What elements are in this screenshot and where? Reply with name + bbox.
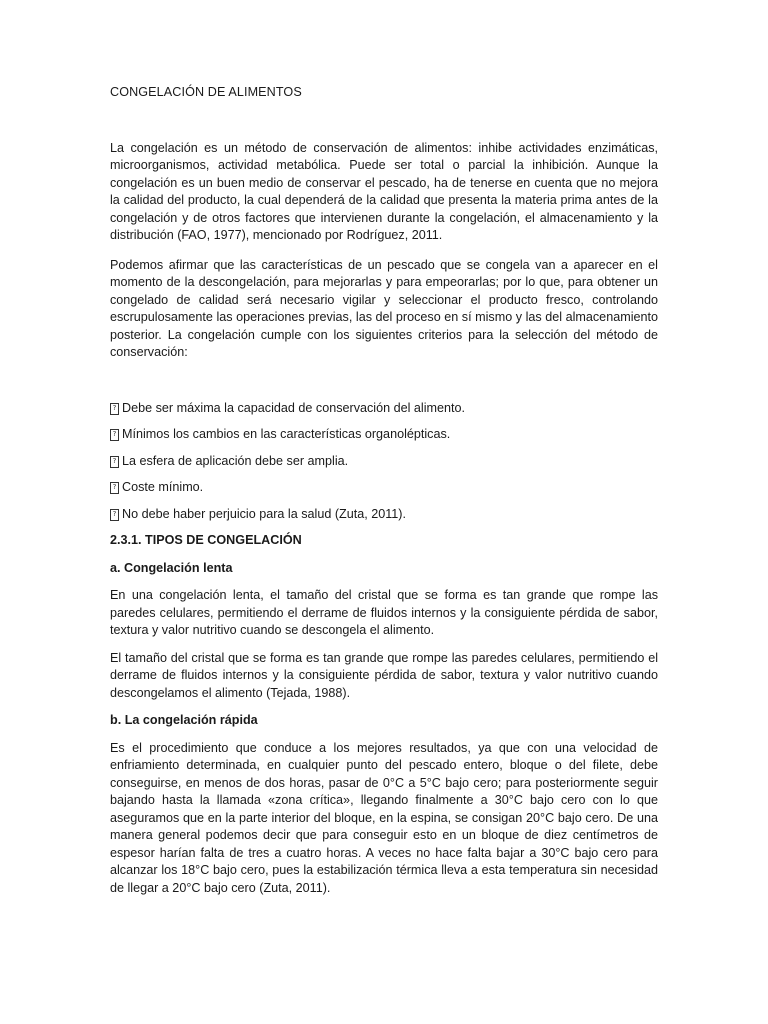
missing-glyph-icon: ?: [110, 509, 119, 521]
subsection-b-heading: b. La congelación rápida: [110, 713, 258, 727]
missing-glyph-icon: ?: [110, 403, 119, 415]
missing-glyph-icon: ?: [110, 456, 119, 468]
list-item-text: No debe haber perjuicio para la salud (Zuta, 2011).: [122, 506, 406, 521]
list-item-text: Coste mínimo.: [122, 480, 204, 494]
list-item-text: La esfera de aplicación debe ser amplia.: [122, 453, 349, 468]
subsection-a-paragraph-1: En una congelación lenta, el tamaño del cristal que se forma es tan grande que rompe las paredes celulares, permitiendo el derrame de fluidos internos y la consiguiente pérdida de sabor, textura y valor nutritivo cuando se descongela el alimento.: [110, 588, 658, 637]
missing-glyph-icon: ?: [110, 429, 119, 441]
list-item: [110, 506, 658, 524]
section-heading: 2.3.1. TIPOS DE CONGELACIÓN: [110, 533, 302, 547]
list-item-text: Debe ser máxima la capacidad de conservación del alimento.: [122, 400, 466, 415]
subsection-a-paragraph-2: El tamaño del cristal que se forma es tan grande que rompe las paredes celulares, permitiendo el derrame de fluidos internos y la consiguiente pérdida de sabor, textura y valor nutritivo cuando descongelamos el alimento (Tejada, 1988).: [110, 650, 658, 700]
document-content: [110, 84, 658, 897]
list-item: [110, 479, 658, 497]
subsection-b-paragraph-1: Es el procedimiento que conduce a los mejores resultados, ya que con una velocidad de enfriamiento determinada, en cualquier punto del pescado entero, bloque o del filete, debe conseguirse, en menos de dos horas, pasar de 0°C a 5°C bajo cero; para posteriormente seguir bajando hasta la llamada «zona crítica», llegando finalmente a 30°C bajo cero con lo que aseguramos que en la parte interior del bloque, en la espina, se consigan 20°C bajo cero. De una manera general podemos decir que para conseguir esto en un bloque de diez centímetros de espesor harían falta de tres a cuatro horas. A veces no hace falta bajar a 30°C bajo cero para alcanzar los 18°C bajo cero, pues la estabilización térmica lleva a esta temperatura sin necesidad de llegar a 20°C bajo cero (Zuta, 2011).: [110, 740, 658, 895]
missing-glyph-icon: ?: [110, 482, 119, 494]
list-item: [110, 426, 658, 444]
list-item: [110, 453, 658, 471]
criteria-list: [110, 400, 658, 524]
criteria-paragraph: Podemos afirmar que las características de un pescado que se congela van a aparecer en el momento de la descongelación, para mejorarlas y para empeorarlas; por lo que, para obtener un congelado de calidad será necesario vigilar y seleccionar el producto fresco, controlando escrupulosamente las operaciones previas, las del proceso en sí mismo y las del almacenamiento posterior. La congelación cumple con los siguientes criterios para la selección del método de conservación:: [110, 257, 658, 359]
subsection-a-heading: a. Congelación lenta: [110, 560, 233, 575]
intro-paragraph: La congelación es un método de conservación de alimentos: inhibe actividades enzimáticas, microorganismos, actividad metabólica. Puede ser total o parcial la inhibición. Aunque la congelación es un buen medio de conservar el pescado, ha de tenerse en cuenta que no mejora la calidad del producto, la cual dependerá de la calidad que presenta la materia prima antes de la congelación y de otros factores que intervienen durante la congelación, el almacenamiento y la distribución (FAO, 1977), mencionado por Rodríguez, 2011.: [110, 140, 658, 242]
list-item-text: Mínimos los cambios en las características organolépticas.: [122, 427, 451, 441]
list-item: [110, 400, 658, 418]
document-title: CONGELACIÓN DE ALIMENTOS: [110, 85, 302, 99]
